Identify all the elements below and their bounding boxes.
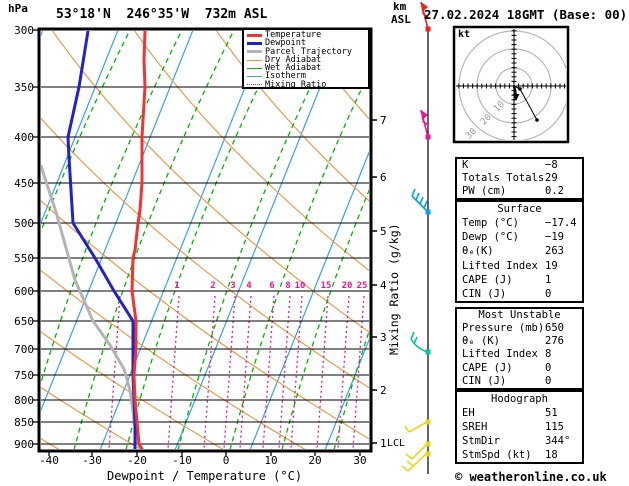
panel-row-value: 51 [545,407,558,419]
panel-row-value: 0 [545,361,552,374]
mixing-ratio-tick-label: 6 [269,281,275,291]
wind-barb [405,420,431,433]
panel-row [457,230,582,244]
pressure-unit-label: hPa [8,2,28,15]
legend-line-sample [247,42,262,45]
hodograph-ring-label: 20 [479,112,494,128]
panel-row-label: StmSpd (kt) [462,449,532,461]
mixing-ratio-tick-label: 8 [285,281,291,291]
wet-adiabat-line [178,30,338,450]
panel-row-value: 344° [545,435,571,447]
wet-adiabat-line [594,30,629,450]
panel-row-value: 8 [545,348,552,361]
legend-line-sample [247,68,262,69]
hodograph-ring-label: 30 [464,126,479,142]
km-unit-label: km [393,0,407,13]
panel-row-value: −19 [545,231,564,244]
temp-tick-label: -10 [172,454,192,467]
panel-row-label: θₑ(K) [462,245,494,258]
hodograph-ring-label: 10 [492,99,507,115]
hodograph-canvas [454,27,569,142]
km-tick-label: 3 [380,330,387,344]
panel-header: Most Unstable [478,309,561,321]
wet-adiabat-line [74,30,234,450]
isotherm-line [100,30,268,450]
panel-row-value: 18 [545,449,558,461]
mixing-ratio-tick-label: 4 [246,281,252,291]
asl-unit-label: ASL [391,13,411,26]
mixing-ratio-line [353,296,364,449]
indices-panel [455,390,584,464]
mixing-ratio-line [291,296,302,449]
km-tick-label: 4 [380,278,387,292]
panel-row [457,159,582,172]
panel-row-value: −8 [545,159,558,171]
panel-row [457,287,582,301]
pressure-tick-label: 350 [14,80,34,94]
legend-line-sample [247,84,262,85]
legend-item-label: Parcel Trajectory [265,46,352,57]
panel-row-value: 0.2 [545,185,564,197]
km-tick-label: 5 [380,224,387,238]
panel-row-label: Totals Totals [462,172,545,184]
panel-row-label: K [462,159,469,171]
panel-row [457,448,582,462]
pressure-tick-label: 650 [14,314,34,328]
panel-row-label: Temp (°C) [462,217,519,230]
temp-tick-label: -30 [82,454,102,467]
lcl-marker-label: LCL [387,438,406,449]
panel-row-value: 19 [545,259,558,272]
panel-row-label: CAPE (J) [462,273,513,286]
panel-row-value: 0 [545,287,552,300]
panel-row-label: Lifted Index [462,348,538,361]
pressure-tick-label: 750 [14,368,34,382]
indices-panel [455,200,584,303]
temp-tick-label: -20 [127,454,147,467]
panel-row-value: −17.4 [545,217,577,230]
temp-tick-label: 10 [264,454,278,467]
km-tick-label: 2 [380,383,387,397]
station-title: 53°18'N 246°35'W 732m ASL [56,7,268,22]
dry-adiabat-line [0,30,306,450]
mixing-ratio-tick-label: 10 [294,281,306,291]
temp-tick-label: -40 [39,454,59,467]
panel-row [457,434,582,448]
panel-row [457,406,582,420]
legend-item-label: Mixing Ratio [265,79,327,90]
panel-row [457,420,582,434]
legend-item [247,81,368,89]
panel-row [457,375,582,388]
panel-row [457,244,582,258]
panel-row-label: EH [462,407,475,419]
pressure-tick-label: 550 [14,251,34,265]
mixing-ratio-line [168,296,179,449]
panel-row-value: 29 [545,172,558,184]
pressure-tick-label: 700 [14,342,34,356]
mixing-ratio-line [224,296,235,449]
isotherm-line [175,30,343,450]
indices-panel [455,307,584,390]
valid-datetime: 27.02.2024 18GMT (Base: 00) [424,7,628,22]
copyright-credit: © weatheronline.co.uk [455,470,607,484]
km-tick-label: 1 [380,436,387,450]
mixing-ratio-tick-label: 20 [341,281,353,291]
pressure-tick-label: 600 [14,284,34,298]
legend-item-label: Dry Adiabat [265,54,322,65]
panel-row-label: Dewp (°C) [462,231,519,244]
km-tick-label: 7 [380,113,387,127]
mixing-ratio-tick-label: 3 [230,281,236,291]
panel-row [457,335,582,348]
pressure-tick-label: 850 [14,415,34,429]
panel-row-label: PW (cm) [462,185,507,197]
pressure-tick-label: 450 [14,176,34,190]
pressure-tick-label: 800 [14,393,34,407]
panel-row-label: SREH [462,421,488,433]
temp-tick-label: 0 [222,454,230,467]
mixing-ratio-line [317,296,328,449]
mixing-ratio-axis-title: Mixing Ratio (g/kg) [387,223,401,355]
panel-row-value: 0 [545,374,552,387]
panel-row [457,172,582,185]
panel-row-value: 115 [545,421,564,433]
hodograph-unit-label: kt [458,29,471,40]
legend-line-sample [247,34,262,37]
legend-line-sample [247,60,262,61]
legend-line-sample [247,50,262,53]
panel-row [457,216,582,230]
panel-row-value: 1 [545,273,552,286]
legend-item-label: Wet Adiabat [265,63,322,74]
km-tick-label: 6 [380,170,387,184]
panel-header: Surface [497,203,542,215]
mixing-ratio-tick-label: 1 [174,281,180,291]
panel-row-label: StmDir [462,435,500,447]
panel-row-value: 276 [545,335,564,348]
wet-adiabat-line [22,30,182,450]
panel-header: Hodograph [491,393,548,405]
legend-item-label: Isotherm [265,71,306,82]
panel-row [457,322,582,335]
legend-item-label: Temperature [265,30,322,40]
indices-panel [455,157,584,200]
pressure-tick-label: 300 [14,23,34,37]
temperature-curve [132,31,145,449]
temp-tick-label: 30 [353,454,367,467]
panel-row-value: 650 [545,322,564,335]
panel-row-label: θₑ (K) [462,335,500,348]
mixing-ratio-line [240,296,251,449]
panel-row-label: CIN (J) [462,287,507,300]
temp-tick-label: 20 [308,454,322,467]
panel-row [457,185,582,198]
panel-row [457,348,582,361]
panel-row-label: CIN (J) [462,374,507,387]
plot-legend [242,28,370,89]
panel-row [457,259,582,273]
mixing-ratio-tick-label: 15 [320,281,332,291]
mixing-ratio-line [109,296,120,449]
x-axis-title: Dewpoint / Temperature (°C) [107,469,303,483]
panel-row-value: 263 [545,245,564,258]
wet-adiabat-line [282,30,442,450]
panel-row-label: CAPE (J) [462,361,513,374]
panel-row-label: Lifted Index [462,259,538,272]
pressure-tick-label: 400 [14,130,34,144]
legend-item-label: Dewpoint [265,38,306,49]
panel-row-label: Pressure (mb) [462,322,545,335]
legend-line-sample [247,76,262,77]
pressure-tick-label: 500 [14,216,34,230]
mixing-ratio-tick-label: 25 [356,281,368,291]
mixing-ratio-tick-label: 2 [210,281,216,291]
pressure-tick-label: 900 [14,437,34,451]
wet-adiabat-line [230,30,390,450]
panel-row [457,362,582,375]
wet-adiabat-line [126,30,286,450]
panel-row [457,273,582,287]
wind-barb [421,110,431,140]
